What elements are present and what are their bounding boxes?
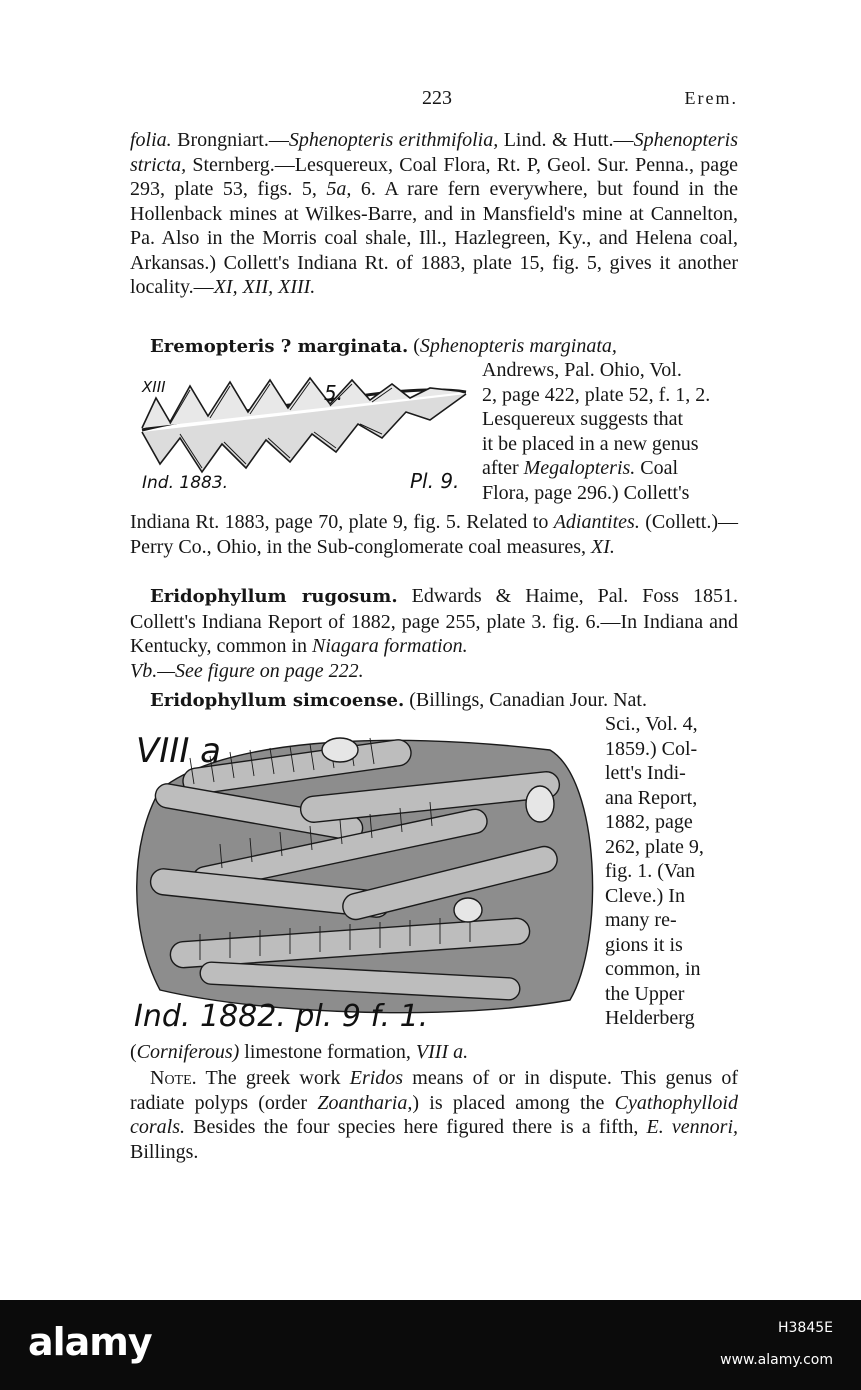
text-line: common, in [605, 958, 701, 980]
text-italic: Zoantharia, [317, 1091, 413, 1114]
fig-label-series: XIII [142, 378, 166, 396]
image-id: H3845E [777, 1320, 833, 1336]
fern-illustration [130, 368, 468, 496]
text: ( [130, 1041, 137, 1063]
text-line: Sci., Vol. 4, [605, 713, 698, 735]
entry-eremopteris-continuation [130, 510, 738, 559]
text: Besides the four species here figured there is a fifth, [185, 1116, 647, 1138]
text-line: 1859.) Col- [605, 737, 698, 760]
fig-label-number: 5. [324, 381, 344, 405]
text: Sternberg.—Lesquereux, Coal Flora, Rt. P, Geol. Sur. Penna., page 293, plate 53, figs. 5, [130, 153, 738, 200]
text: The greek work [196, 1067, 350, 1089]
text-italic: E. vennori, [646, 1116, 739, 1138]
text: Indiana Rt. 1883, page 70, plate 9, fig. 5. Related to [130, 511, 554, 533]
text: (Billings, Canadian Jour. Nat. [404, 689, 647, 711]
text-line: the Upper [605, 982, 685, 1005]
text-line: Flora, page 296.) Collett's [482, 481, 690, 504]
text-line: 262, plate 9, [605, 835, 704, 858]
text-italic: VIII a. [415, 1041, 469, 1063]
species-name: Eremopteris ? marginata. [150, 336, 409, 357]
text-italic: Adiantites. [553, 511, 640, 533]
text: (Collett.)—Perry Co., Ohio, in the Sub-conglomerate coal measures, [130, 511, 738, 558]
entry-eridophyllum-simcoense-heading [130, 688, 738, 714]
text: Lind. & Hutt.— [498, 129, 634, 151]
text-line: many re- [605, 909, 677, 931]
text-line: lett's Indi- [605, 762, 686, 784]
fig-label-series: VIII a [136, 731, 221, 771]
species-name: Eridophyllum rugosum. [150, 586, 398, 607]
entry-eremopteris-heading [130, 334, 738, 360]
text-italic: XI. [591, 535, 615, 558]
text: Edwards & Haime, Pal. Foss 1851. Collett's Indiana Report of 1882, page 255, plate 3. fig. 6.—In Indiana and Kentucky, common in [130, 585, 738, 657]
entry-eridophyllum-rugosum [130, 584, 738, 683]
text-line: 2, page 422, plate 52, f. 1, 2. [482, 383, 711, 406]
text-line: Lesquereux suggests that [482, 408, 684, 430]
text: ( [408, 335, 420, 357]
text-line: fig. 1. (Van [605, 860, 695, 882]
text-italic: 5a, [326, 178, 352, 200]
text-line: it be placed in a new genus [482, 432, 699, 455]
page-number: 223 [422, 87, 452, 109]
watermark-bar [0, 1300, 861, 1390]
text: limestone formation, [239, 1041, 416, 1063]
text-italic: Sphenopteris erithmifolia, [288, 129, 499, 151]
fig-label-source: Ind. 1882. pl. 9 f. 1. [134, 999, 429, 1032]
text-line: ana Report, [605, 786, 698, 809]
intro-paragraph [130, 128, 738, 300]
text-italic: Vb.—See figure on page 222. [130, 659, 364, 682]
text: ) is placed among the [412, 1091, 615, 1114]
text-italic: Niagara formation. [312, 635, 468, 657]
text-italic: Sphenopteris stricta, [130, 129, 738, 176]
fig-label-source: Ind. 1883. [142, 473, 229, 493]
fig-label-plate: Pl. 9. [410, 469, 460, 493]
text: after [482, 457, 524, 479]
running-head: Erem. [684, 88, 738, 108]
text: 6. A rare fern everywhere, but found in the Hollenback mines at Wilkes-Barre, and in Mansfield's mine at Cannelton, Pa. Also in the Morris coal shale, Ill., Hazlegreen, Ky., and Helena coal, Arkansas.) Collett's Indiana Rt. of 1883, plate 15, fig. 5, gives it another locality.— [130, 178, 738, 298]
text-italic: Eridos [349, 1067, 404, 1089]
note-paragraph [130, 1066, 738, 1164]
text-italic: XI, XII, XIII. [213, 276, 316, 298]
text-italic: Cyathophylloid corals. [130, 1091, 738, 1138]
text-italic: Megalopteris. [523, 457, 636, 479]
text-line: Cleve.) In [605, 884, 685, 907]
fern-frond [142, 378, 466, 472]
text-italic: Corniferous) [136, 1041, 240, 1063]
entry-eridophyllum-simcoense-side-text [605, 712, 740, 1031]
text-line: gions it is [605, 933, 683, 956]
page-header [130, 86, 738, 112]
coral-colony [137, 738, 593, 1013]
text: Coal [635, 457, 679, 479]
text-italic: Sphenopteris marginata, [419, 335, 617, 357]
site-url: www.alamy.com [720, 1352, 833, 1368]
text-line: Andrews, Pal. Ohio, Vol. [482, 359, 682, 381]
coral-illustration [130, 720, 608, 1032]
entry-eridophyllum-simcoense-end [130, 1040, 738, 1065]
text: Brongniart.— [171, 129, 289, 151]
species-name: Eridophyllum simcoense. [150, 690, 405, 711]
note-label: Note. [150, 1067, 197, 1089]
text-line [482, 456, 750, 481]
alamy-logo: alamy [28, 1320, 152, 1364]
entry-eremopteris-side-text [482, 358, 750, 505]
text-italic: folia. [130, 129, 172, 151]
text: means of or in dispute. This genus of radiate polyps (order [130, 1067, 738, 1114]
text-line: Helderberg [605, 1007, 695, 1029]
text-line: 1882, page [605, 811, 693, 833]
text: Billings. [130, 1140, 199, 1163]
